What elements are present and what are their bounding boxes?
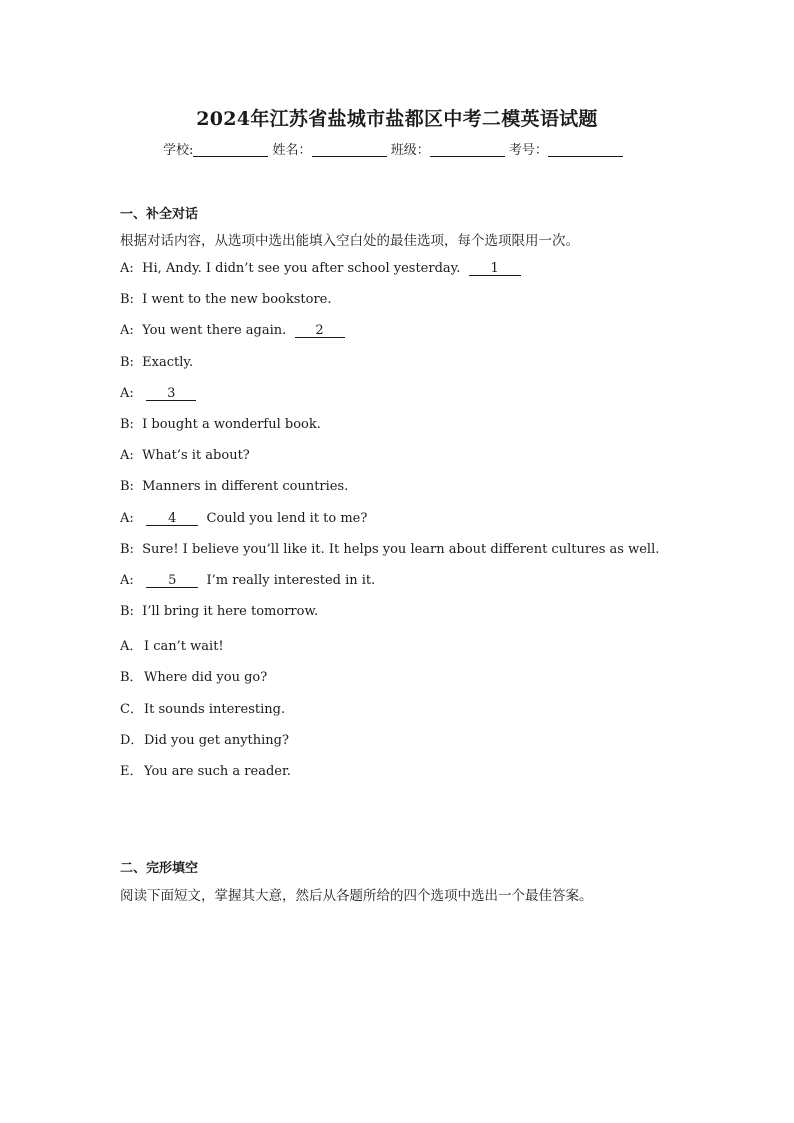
- section1-instruction: 根据对话内容，从选项中选出能填入空白处的最佳选项，每个选项限用一次。: [120, 233, 579, 249]
- speaker-label: A:: [120, 573, 134, 588]
- dialogue-line: [120, 386, 196, 401]
- section2-heading: 二、完形填空: [120, 861, 199, 876]
- dialogue-text: Manners in different countries.: [138, 479, 349, 495]
- speaker-label: B:: [120, 292, 134, 308]
- option-letter: C．: [120, 701, 143, 717]
- speaker-label: B:: [120, 417, 134, 432]
- dialogue-text: I’m really interested in it.: [198, 573, 376, 588]
- option-text: Did you get anything?: [144, 732, 289, 748]
- option-letter: B．: [120, 670, 143, 686]
- option-item: [120, 760, 291, 779]
- dialogue-text: What’s it about?: [138, 448, 250, 464]
- speaker-label: A:: [120, 385, 134, 401]
- dialogue-line: [120, 448, 250, 463]
- dialogue-text: I bought a wonderful book.: [138, 417, 321, 432]
- dialogue-line: [120, 573, 375, 588]
- class-blank[interactable]: [430, 142, 505, 157]
- speaker-label: A:: [120, 510, 134, 526]
- speaker-label: A:: [120, 448, 134, 464]
- option-item: [120, 729, 289, 748]
- class-label: 班级：: [390, 143, 430, 158]
- dialogue-text: You went there again.: [138, 323, 287, 339]
- option-item: [120, 698, 285, 717]
- option-text: I can’t wait!: [144, 639, 224, 654]
- student-info-line: [163, 139, 623, 158]
- dialogue-text: I’ll bring it here tomorrow.: [138, 604, 319, 620]
- answer-blank[interactable]: 3: [146, 387, 196, 401]
- speaker-label: B:: [120, 541, 134, 557]
- dialogue-line: [120, 542, 659, 557]
- name-label: 姓名：: [272, 143, 312, 158]
- school-label: 学校:: [163, 143, 194, 158]
- option-text: You are such a reader.: [144, 764, 291, 780]
- answer-blank[interactable]: 1: [469, 262, 521, 276]
- dialogue-text: Hi, Andy. I didn’t see you after school yesterday.: [138, 261, 461, 276]
- answer-blank[interactable]: 2: [295, 324, 345, 338]
- answer-blank[interactable]: 5: [146, 574, 198, 588]
- exam-no-label: 考号：: [508, 143, 548, 158]
- option-text: Where did you go?: [144, 670, 268, 686]
- dialogue-line: [120, 511, 367, 526]
- dialogue-line: [120, 604, 318, 619]
- dialogue-text: Exactly.: [138, 354, 194, 370]
- dialogue-line: [120, 292, 332, 307]
- dialogue-text: Could you lend it to me?: [198, 510, 368, 526]
- name-blank[interactable]: [312, 142, 387, 157]
- option-letter: E．: [120, 764, 143, 780]
- option-text: It sounds interesting.: [144, 701, 286, 717]
- document-title: 2024年江苏省盐城市盐都区中考二模英语试题: [196, 108, 598, 130]
- speaker-label: B:: [120, 479, 134, 495]
- dialogue-text: Sure! I believe you’ll like it. It helps you learn about different cultures as well.: [138, 541, 660, 557]
- option-letter: D．: [120, 732, 144, 748]
- answer-blank[interactable]: 4: [146, 512, 198, 526]
- dialogue-line: [120, 479, 348, 494]
- exam-no-blank[interactable]: [548, 142, 623, 157]
- speaker-label: A:: [120, 323, 134, 339]
- dialogue-line: [120, 355, 193, 370]
- option-letter: A．: [120, 639, 143, 654]
- school-blank[interactable]: [193, 142, 268, 157]
- speaker-label: B:: [120, 354, 134, 370]
- option-item: [120, 666, 267, 685]
- dialogue-line: [120, 323, 345, 338]
- section1-heading: 一、补全对话: [120, 207, 199, 222]
- dialogue-line: [120, 417, 321, 432]
- dialogue-line: [120, 261, 521, 276]
- speaker-label: A:: [120, 261, 134, 276]
- speaker-label: B:: [120, 604, 134, 620]
- option-item: [120, 635, 224, 654]
- dialogue-text: I went to the new bookstore.: [138, 292, 332, 308]
- section2-instruction: 阅读下面短文，掌握其大意，然后从各题所给的四个选项中选出一个最佳答案。: [120, 888, 593, 904]
